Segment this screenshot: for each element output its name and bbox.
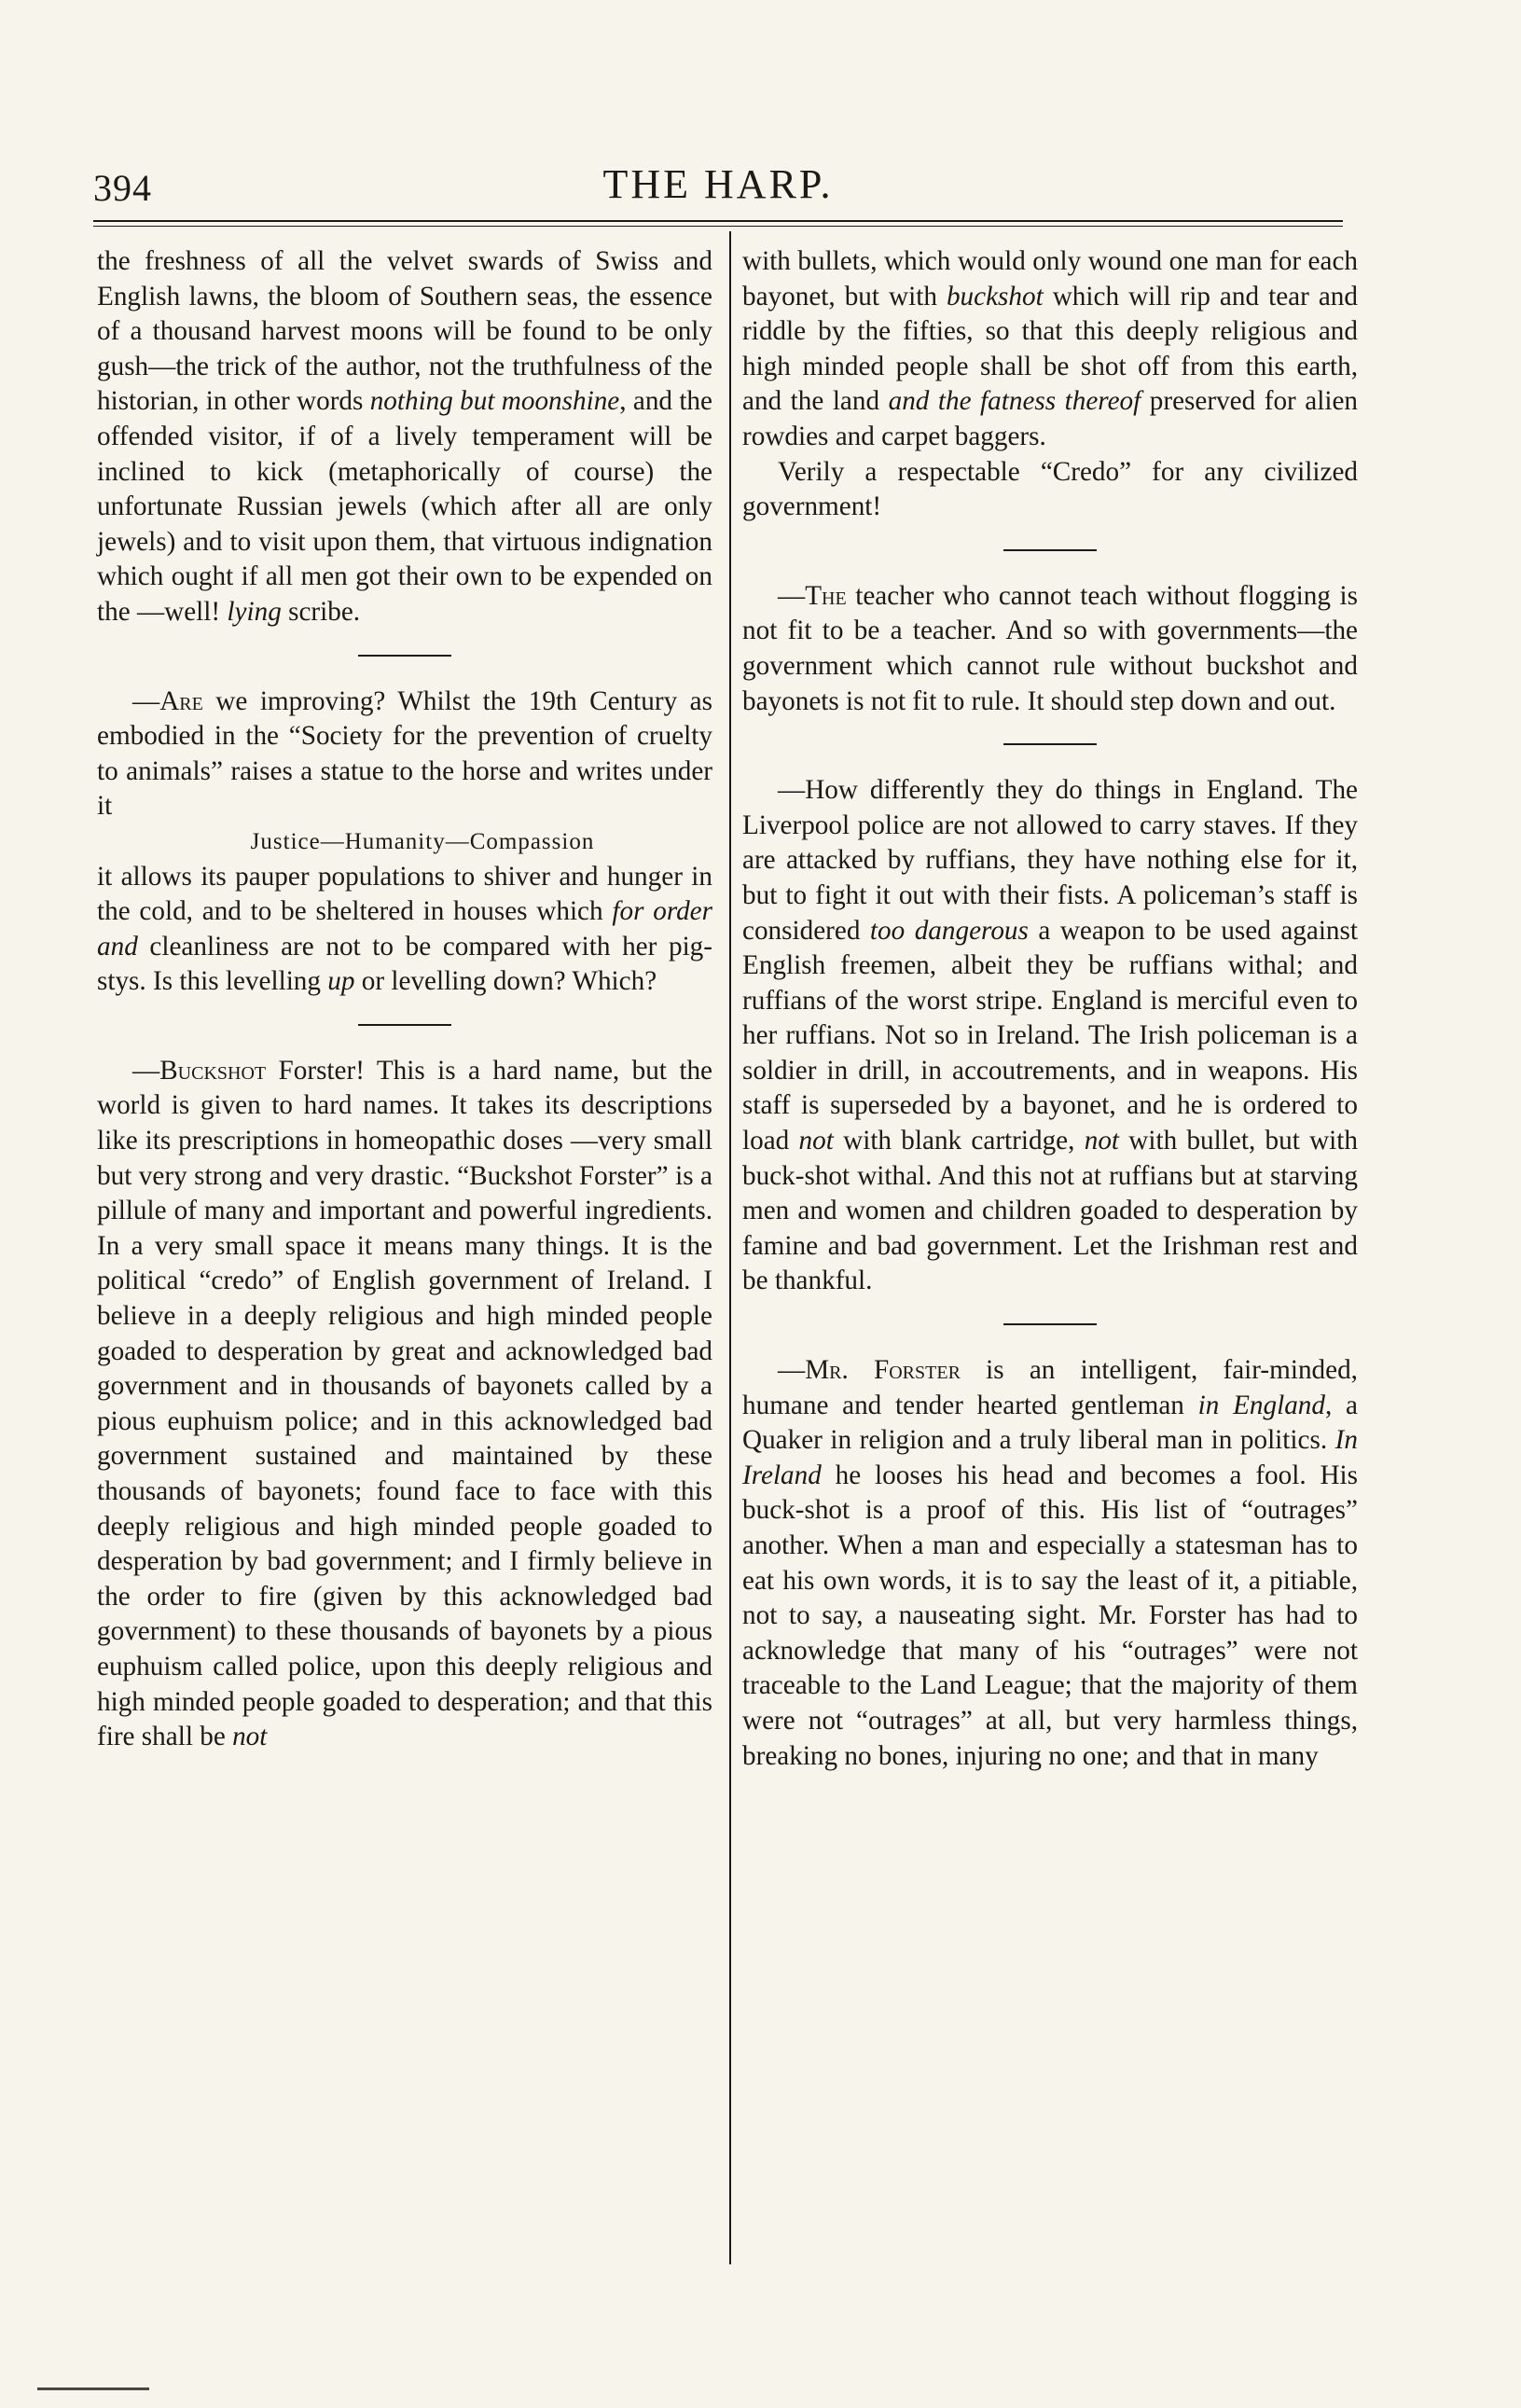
paragraph-russian-jewels <box>97 244 712 630</box>
emphasis: up <box>327 966 355 997</box>
section-separator <box>358 1024 451 1026</box>
section-separator <box>1003 1323 1097 1325</box>
section-separator <box>358 655 451 657</box>
text-run: preserved for alien rowdies and carpet baggers. <box>742 386 1358 451</box>
text-run: —How differently they do things in England. The Liverpool police are not allowed to carry staves. If they are attacked by ruffians, they have nothing else for it, but to fight it out with their fists. A policeman’s staff is considered <box>742 775 1358 946</box>
lead-word: —The <box>778 580 847 611</box>
header-rule <box>93 220 1343 227</box>
emphasis: buckshot <box>946 281 1044 311</box>
text-run: the freshness of all the velvet swards of Swiss and English lawns, the bloom of Southern seas, the essence of a thousand harvest moons will be found to be only gush—the trick of the author, not the truthfulness of the historian, in other words <box>97 246 712 417</box>
paragraph-liverpool-police <box>742 773 1358 1299</box>
emphasis: too dangerous <box>869 915 1029 946</box>
page-number: 394 <box>93 167 152 209</box>
paragraph-pauper-populations <box>97 860 712 1000</box>
emphasis: in England <box>1197 1390 1325 1420</box>
text-run: , a Quaker in religion and a truly liberal man in politics. <box>742 1390 1358 1456</box>
page-header <box>93 157 1343 222</box>
column-divider <box>729 231 731 2264</box>
running-title: THE HARP. <box>602 161 834 207</box>
text-run: is an intelligent, fair-minded, humane and tender hearted gentleman <box>742 1355 1358 1420</box>
text-run: we improving? Whilst the 19th Century as embodied in the “Society for the prevention of cruelty to animals” raises a statue to the horse and writes under it <box>97 685 712 822</box>
text-run: with blank cartridge, <box>833 1126 1085 1156</box>
text-run: with bullets, which would only wound one man for each bayonet, but with <box>742 246 1358 311</box>
footer-mark <box>37 2387 149 2390</box>
statue-motto: Justice—Humanity—Compassion <box>250 828 595 854</box>
emphasis: and the fatness thereof <box>888 386 1141 417</box>
emphasis: not <box>798 1126 834 1156</box>
emphasis: not <box>1084 1126 1120 1156</box>
text-run: a weapon to be used against English freemen, albeit they be ruffians withal; and ruffians of the worst stripe. England is merciful even to her ruffians. Not so in Ireland. The Irish policeman is a soldier in drill, in accoutrements, and in weapons. His staff is superseded by a bayonet, and he is ordered to load <box>742 915 1358 1156</box>
text-run: which will rip and tear and riddle by the fifties, so that this deeply religious and high minded people shall be shot off from this earth, and the land <box>742 281 1358 417</box>
text-run: cleanliness are not to be compared with her pig-stys. Is this levelling <box>97 931 712 997</box>
section-separator <box>1003 743 1097 745</box>
text-run: it allows its pauper populations to shiver and hunger in the cold, and to be sheltered in houses which <box>97 861 712 927</box>
text-run: teacher who cannot teach without flogging is not fit to be a teacher. And so with governments—the government which cannot rule without buckshot and bayonets is not fit to rule. It should step down and out. <box>742 580 1358 716</box>
paragraph-mr-forster <box>742 1353 1358 1774</box>
emphasis: lying <box>227 596 282 627</box>
paragraph-credo: Verily a respectable “Credo” for any civilized government! <box>742 456 1358 522</box>
text-run: scribe. <box>281 596 361 627</box>
text-run: with bullet, but with buck-shot withal. And this not at ruffians but at starving men and women and children goaded to desperation by famine and bad government. Let the Irishman rest and be thankful. <box>742 1126 1358 1296</box>
text-run: , and the offended visitor, if of a lively temperament will be inclined to kick (metaphorically of course) the unfortunate Russian jewels (which after all are only jewels) and to visit upon them, that virtuous indignation which ought if all men got their own to be expended on the —well! <box>97 386 712 627</box>
left-column <box>97 244 712 1755</box>
text-run: Forster! This is a hard name, but the world is given to hard names. It takes its descriptions like its prescriptions in homeopathic doses —very small but very strong and very drastic. “Buckshot Forster” is a pillule of many and important and powerful ingredients. In a very small space it means many things. It is the political “credo” of English government of Ireland. I believe in a deeply religious and high minded people goaded to desperation by great and acknowledged bad government and in thousands of bayonets called by a pious euphuism police; and in this acknowledged bad government sustained and maintained by these thousands of bayonets; found face to face with this deeply religious and high minded people goaded to desperation by bad government; and I firmly believe in the order to fire (given by this acknowledged bad government) to these thousands of bayonets by a pious euphuism called police, upon this deeply religious and high minded people goaded to desperation; and that this fire shall be <box>97 1055 712 1752</box>
lead-word: —Mr. Forster <box>778 1355 961 1386</box>
paragraph-bullets <box>742 244 1358 455</box>
emphasis: nothing but moonshine <box>369 386 620 417</box>
emphasis: for order and <box>97 896 713 962</box>
right-column <box>742 244 1358 1774</box>
emphasis: not <box>232 1722 268 1752</box>
text-run: or levelling down? Which? <box>354 966 657 997</box>
section-separator <box>1003 549 1097 551</box>
lead-word: —Buckshot <box>132 1055 267 1086</box>
paragraph-improving <box>97 685 712 824</box>
paragraph-buckshot-forster <box>97 1054 712 1755</box>
lead-word: —Are <box>132 685 203 716</box>
paragraph-teacher <box>742 579 1358 719</box>
text-run: he looses his head and becomes a fool. His buck-shot is a proof of this. His list of “outrages” another. When a man and especially a statesman has to eat his own words, it is to say the least of it, a pitiable, not to say, a nauseating sight. Mr. Forster has had to acknowledge that many of his “outrages” were not traceable to the Land League; that the majority of them were not “outrages” at all, but very harmless things, breaking no bones, injuring no one; and that in many <box>742 1460 1358 1771</box>
emphasis: In Ireland <box>742 1425 1358 1490</box>
